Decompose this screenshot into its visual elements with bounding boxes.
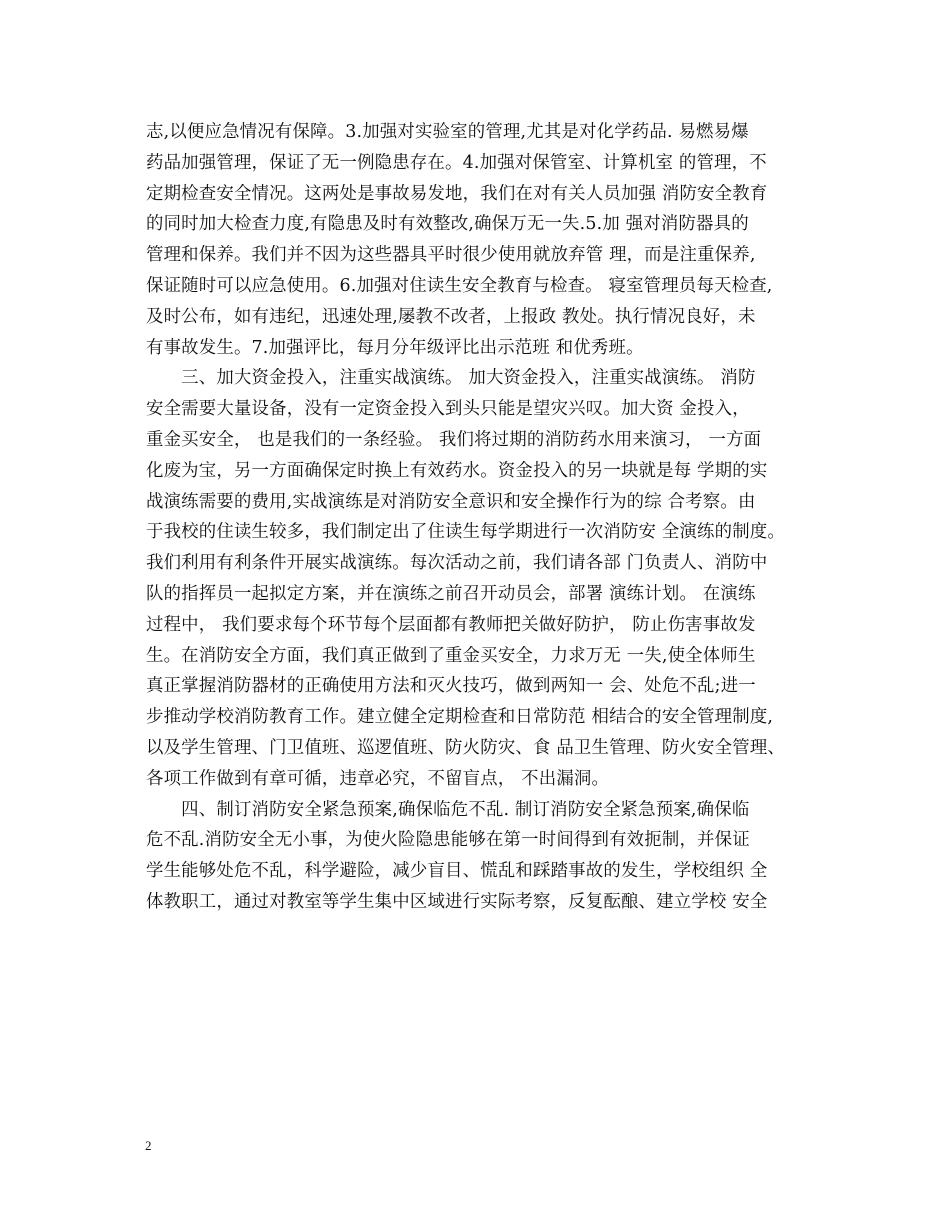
text-line: 保证随时可以应急使用。6.加强对住读生安全教育与检查。 寝室管理员每天检查,	[146, 275, 773, 296]
text-line: 危不乱.消防安全无小事，为使火险隐患能够在第一时间得到有效扼制，并保证	[146, 830, 750, 851]
text-line: 以及学生管理、门卫值班、巡逻值班、防火防灾、食 品卫生管理、防火安全管理、	[146, 737, 785, 758]
text-line: 学生能够处危不乱，科学避险，减少盲目、慌乱和踩踏事故的发生，学校组织 全	[146, 861, 768, 882]
text-line: 有事故发生。7.加强评比，每月分年级评比出示范班 和优秀班。	[146, 337, 644, 358]
text-line: 化废为宝，另一方面确保定时换上有效药水。资金投入的另一块就是每 学期的实	[146, 460, 768, 481]
text-line: 战演练需要的费用,实战演练是对消防安全意识和安全操作行为的综 合考察。由	[146, 491, 756, 512]
text-line: 及时公布，如有违纪，迅速处理,屡教不改者，上报政 教处。执行情况良好，未	[146, 306, 756, 327]
text-line: 于我校的住读生较多，我们制定出了住读生每学期进行一次消防安 全演练的制度。	[146, 522, 785, 543]
body-text	[146, 117, 826, 918]
text-line: 体教职工，通过对教室等学生集中区域进行实际考察，反复酝酿、建立学校 安全	[146, 891, 768, 912]
text-line: 真正掌握消防器材的正确使用方法和灭火技巧，做到两知一 会、处危不乱;进一	[146, 676, 756, 697]
text-line: 重金买安全， 也是我们的一条经验。 我们将过期的消防药水用来演习， 一方面	[146, 429, 762, 450]
text-line: 志,以便应急情况有保障。3.加强对实验室的管理,尤其是对化学药品. 易燃易爆	[146, 122, 749, 142]
text-line: 步推动学校消防教育工作。建立健全定期检查和日常防范 相结合的安全管理制度,	[146, 707, 774, 728]
page-number: 2	[145, 1138, 152, 1153]
text-line: 队的指挥员一起拟定方案，并在演练之前召开动员会，部署 演练计划。 在演练	[146, 583, 756, 604]
text-line: 过程中， 我们要求每个环节每个层面都有教师把关做好防护， 防止伤害事故发	[146, 614, 756, 635]
section-heading-line: 三、加大资金投入，注重实战演练。 加大资金投入，注重实战演练。 消防	[146, 368, 756, 389]
text-line: 的同时加大检查力度,有隐患及时有效整改,确保万无一失.5.加 强对消防器具的	[146, 214, 749, 235]
text-line: 管理和保养。我们并不因为这些器具平时很少使用就放弃管 理，而是注重保养,	[146, 245, 756, 266]
text-line: 生。在消防安全方面，我们真正做到了重金买安全，力求万无 一失,使全体师生	[146, 645, 756, 666]
text-line: 药品加强管理，保证了无一例隐患存在。4.加强对保管室、计算机室 的管理，不	[146, 152, 767, 173]
text-line: 各项工作做到有章可循，违章必究，不留盲点， 不出漏洞。	[146, 768, 610, 789]
section-heading-line: 四、制订消防安全紧急预案,确保临危不乱. 制订消防安全紧急预案,确保临	[146, 799, 750, 820]
text-line: 定期检查安全情况。这两处是事故易发地，我们在对有关人员加强 消防安全教育	[146, 183, 768, 204]
text-line: 我们利用有利条件开展实战演练。每次活动之前，我们请各部 门负责人、消防中	[146, 553, 768, 574]
text-line: 安全需要大量设备，没有一定资金投入到头只能是望灾兴叹。加大资 金投入，	[146, 399, 750, 420]
